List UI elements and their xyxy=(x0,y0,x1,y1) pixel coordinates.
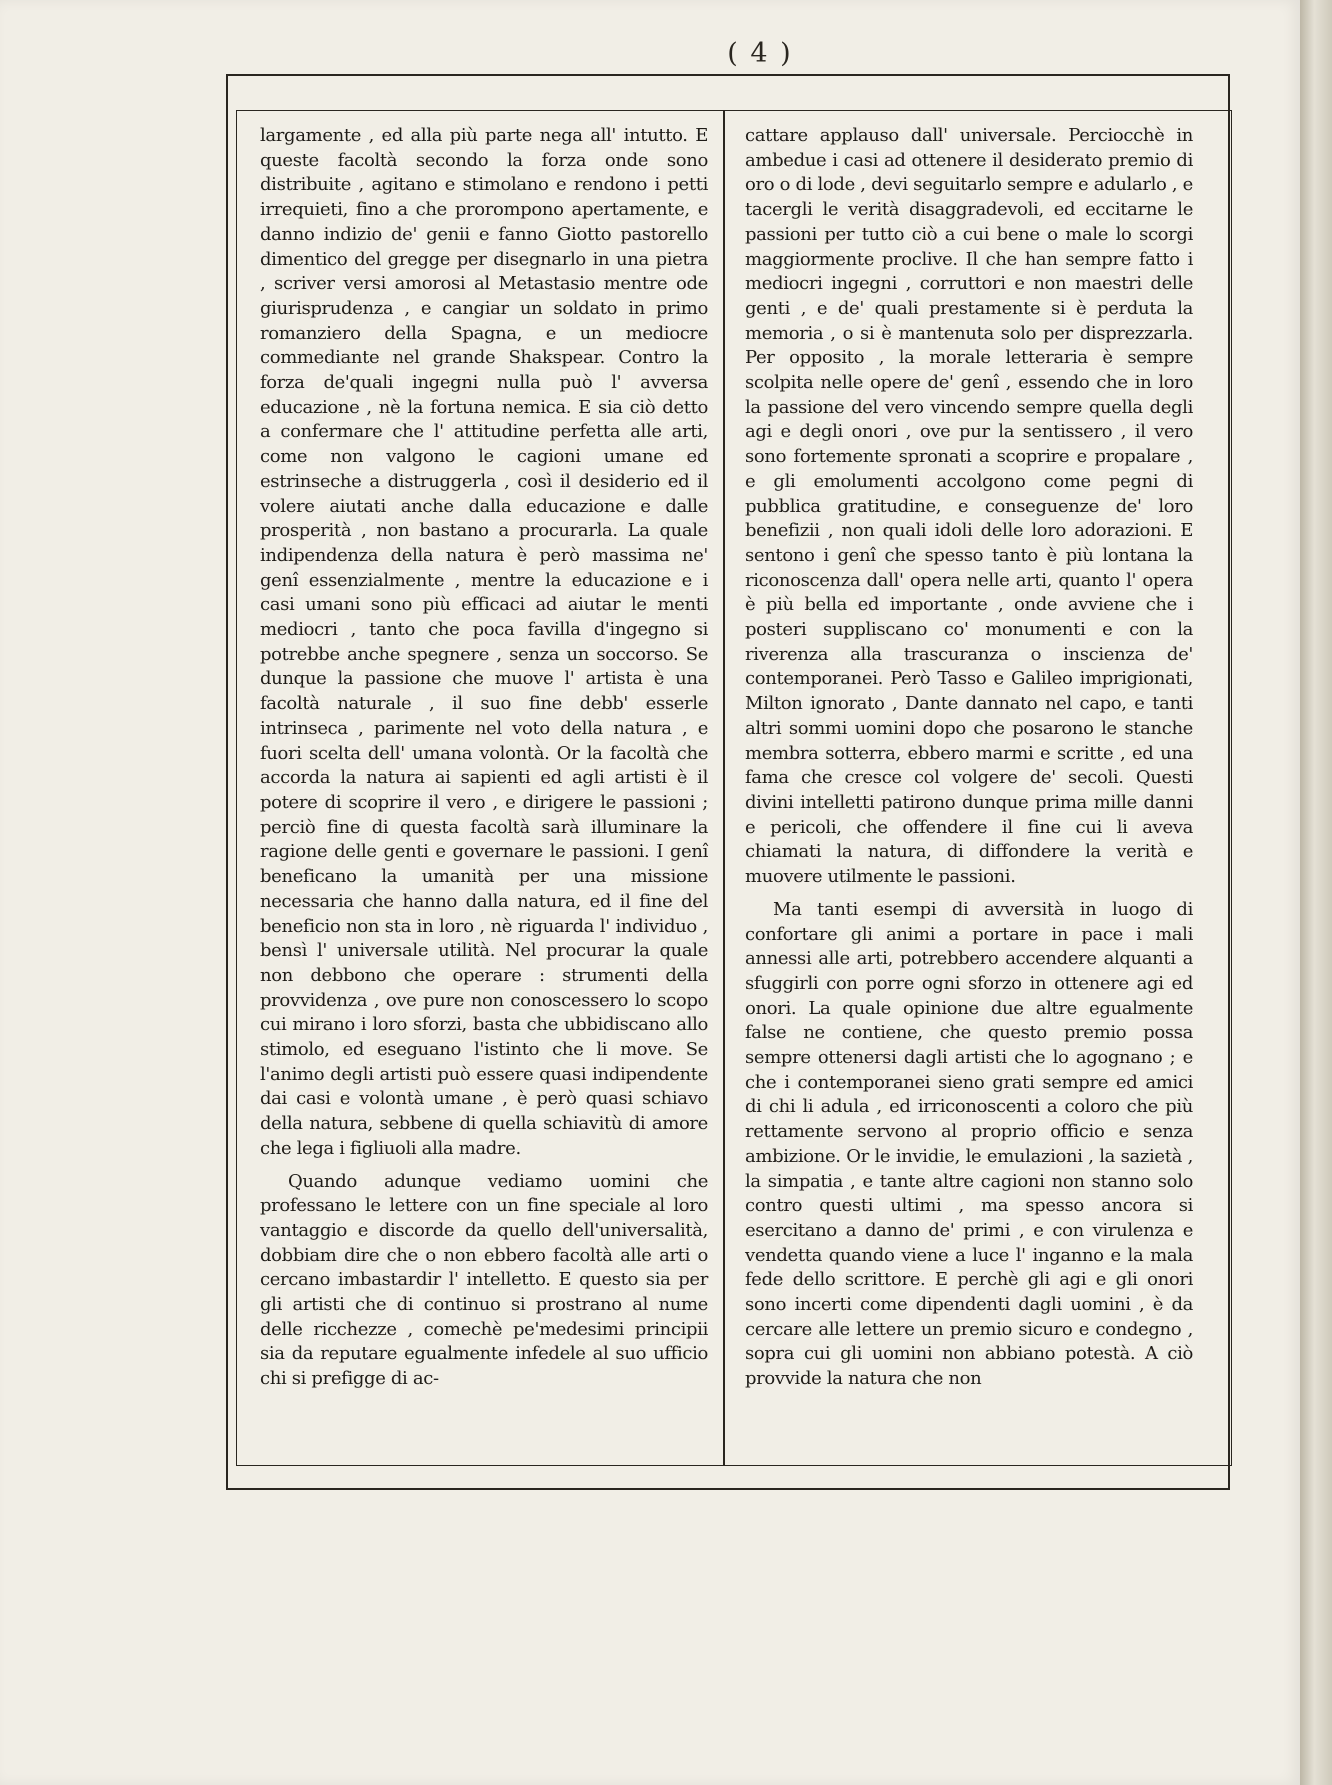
paragraph: Quando adunque vediamo uomini che professano le lettere con un fine speciale al loro vantaggio e discorde da quello dell'universalità, dobbiam dire che o non ebbero facoltà alle arti o cercano imbastardir l' intelletto. E questo sia per gli artisti che di continuo si prostrano al nume delle ricchezze , comechè pe'medesimi principii sia da reputare egualmente infedele al suo ufficio chi si prefigge di ac- xyxy=(260,1170,708,1390)
page-edge xyxy=(1300,0,1332,1785)
left-text-column xyxy=(260,124,708,1392)
paragraph: cattare applauso dall' universale. Perciocchè in ambedue i casi ad ottenere il desiderato premio di oro o di lode , devi seguitarlo sempre e adularlo , e tacergli le verità disaggradevoli, ed eccitarne le passioni per tutto ciò a cui bene o male lo scorgi maggiormente proclive. Il che han sempre fatto i mediocri ingegni , corruttori e non maestri delle genti , e de' quali prestamente si è perduta la memoria , o si è mantenuta solo per disprezzarla. Per opposito , la morale letteraria è sempre scolpita nelle opere de' genî , essendo che in loro la passione del vero vincendo sempre quella degli agi e degli onori , ove pur la sentissero , il vero sono fortemente spronati a scoprire e propalare , e gli emolumenti accolgono come pegni di pubblica gratitudine, e conseguenze de' loro benefizii , non quali idoli delle loro adorazioni. E sentono i genî che spesso tanto è più lontana la riconoscenza dall' opera nelle arti, quanto l' opera è più bella ed importante , onde avviene che i posteri suppliscano co' monumenti e con la riverenza alla trascuranza o inscienza de' contemporanei. Però Tasso e Galileo imprigionati, Milton ignorato , Dante dannato nel capo, e tanti altri sommi uomini dopo che posarono le stanche membra sotterra, ebbero marmi e scritte , ed una fama che cresce col volgere de' secoli. Questi divini intelletti patirono dunque prima mille danni e pericoli, che offendere il fine cui li aveva chiamati la natura, di diffondere la verità e muovere utilmente le passioni. xyxy=(745,125,1193,888)
paragraph: largamente , ed alla più parte nega all' intutto. E queste facoltà secondo la forza onde sono distribuite , agitano e stimolano e rendono i petti irrequieti, fino a che prorompono apertamente, e danno indizio de' genii e fanno Giotto pastorello dimentico del gregge per disegnarlo in una pietra , scriver versi amorosi al Metastasio mentre ode giurisprudenza , e cangiar un soldato in primo romanziero della Spagna, e un mediocre commediante nel grande Shakspear. Contro la forza de'quali ingegni nulla può l' avversa educazione , nè la fortuna nemica. E sia ciò detto a confermare che l' attitudine perfetta alle arti, come non valgono le cagioni umane ed estrinseche a distruggerla , così il desiderio ed il volere aiutati anche dalla educazione e dalle prosperità , non bastano a procurarla. La quale indipendenza della natura è però massima ne' genî essenzialmente , mentre la educazione e i casi umani sono più efficaci ad aiutar le menti mediocri , tanto che poca favilla d'ingegno si potrebbe anche spegnere , senza un soccorso. Se dunque la passione che muove l' artista è una facoltà naturale , il suo fine debb' esserle intrinseca , parimente nel voto della natura , e fuori scelta dell' umana volontà. Or la facoltà che accorda la natura ai sapienti ed agli artisti è il potere di scoprire il vero , e dirigere le passioni ; perciò fine di questa facoltà sarà illuminare la ragione delle genti e governare le passioni. I genî beneficano la umanità per una missione necessaria che hanno dalla natura, ed il fine del beneficio non sta in loro , nè riguarda l' individuo , bensì l' universale utilità. Nel procurar la quale non debbono che operare : strumenti della provvidenza , ove pure non conoscessero lo scopo cui mirano i loro sforzi, basta che ubbidiscano allo stimolo, ed eseguano l'istinto che li move. Se l'animo degli artisti può essere quasi indipendente dai casi e volontà umane , è però quasi schiavo della natura, sebbene di quella schiavitù di amore che lega i figliuoli alla madre. xyxy=(260,125,708,1159)
paragraph: Ma tanti esempi di avversità in luogo di confortare gli animi a portare in pace i mali annessi alle arti, potrebbero accendere alquanti a sfuggirli con porre ogni sforzo in ottenere agi ed onori. La quale opinione due altre egualmente false ne contiene, che questo premio possa sempre ottenersi dagli artisti che lo agognano ; e che i contemporanei sieno grati sempre ed amici di chi li adula , ed irriconoscenti a coloro che più rettamente servono al proprio officio e senza ambizione. Or le invidie, le emulazioni , la sazietà , la simpatia , e tante altre cagioni non stanno solo contro questi ultimi , ma spesso ancora si esercitano a danno de' primi , e con virulenza e vendetta quando viene a luce l' inganno e la mala fede dello scrittore. E perchè gli agi e gli onori sono incerti come dipendenti dagli uomini , è da cercare alle lettere un premio sicuro e condegno , sopra cui gli uomini non abbiano potestà. A ciò provvide la natura che non xyxy=(745,898,1193,1390)
page-number: ( 4 ) xyxy=(727,38,793,69)
right-text-column xyxy=(745,124,1193,1392)
